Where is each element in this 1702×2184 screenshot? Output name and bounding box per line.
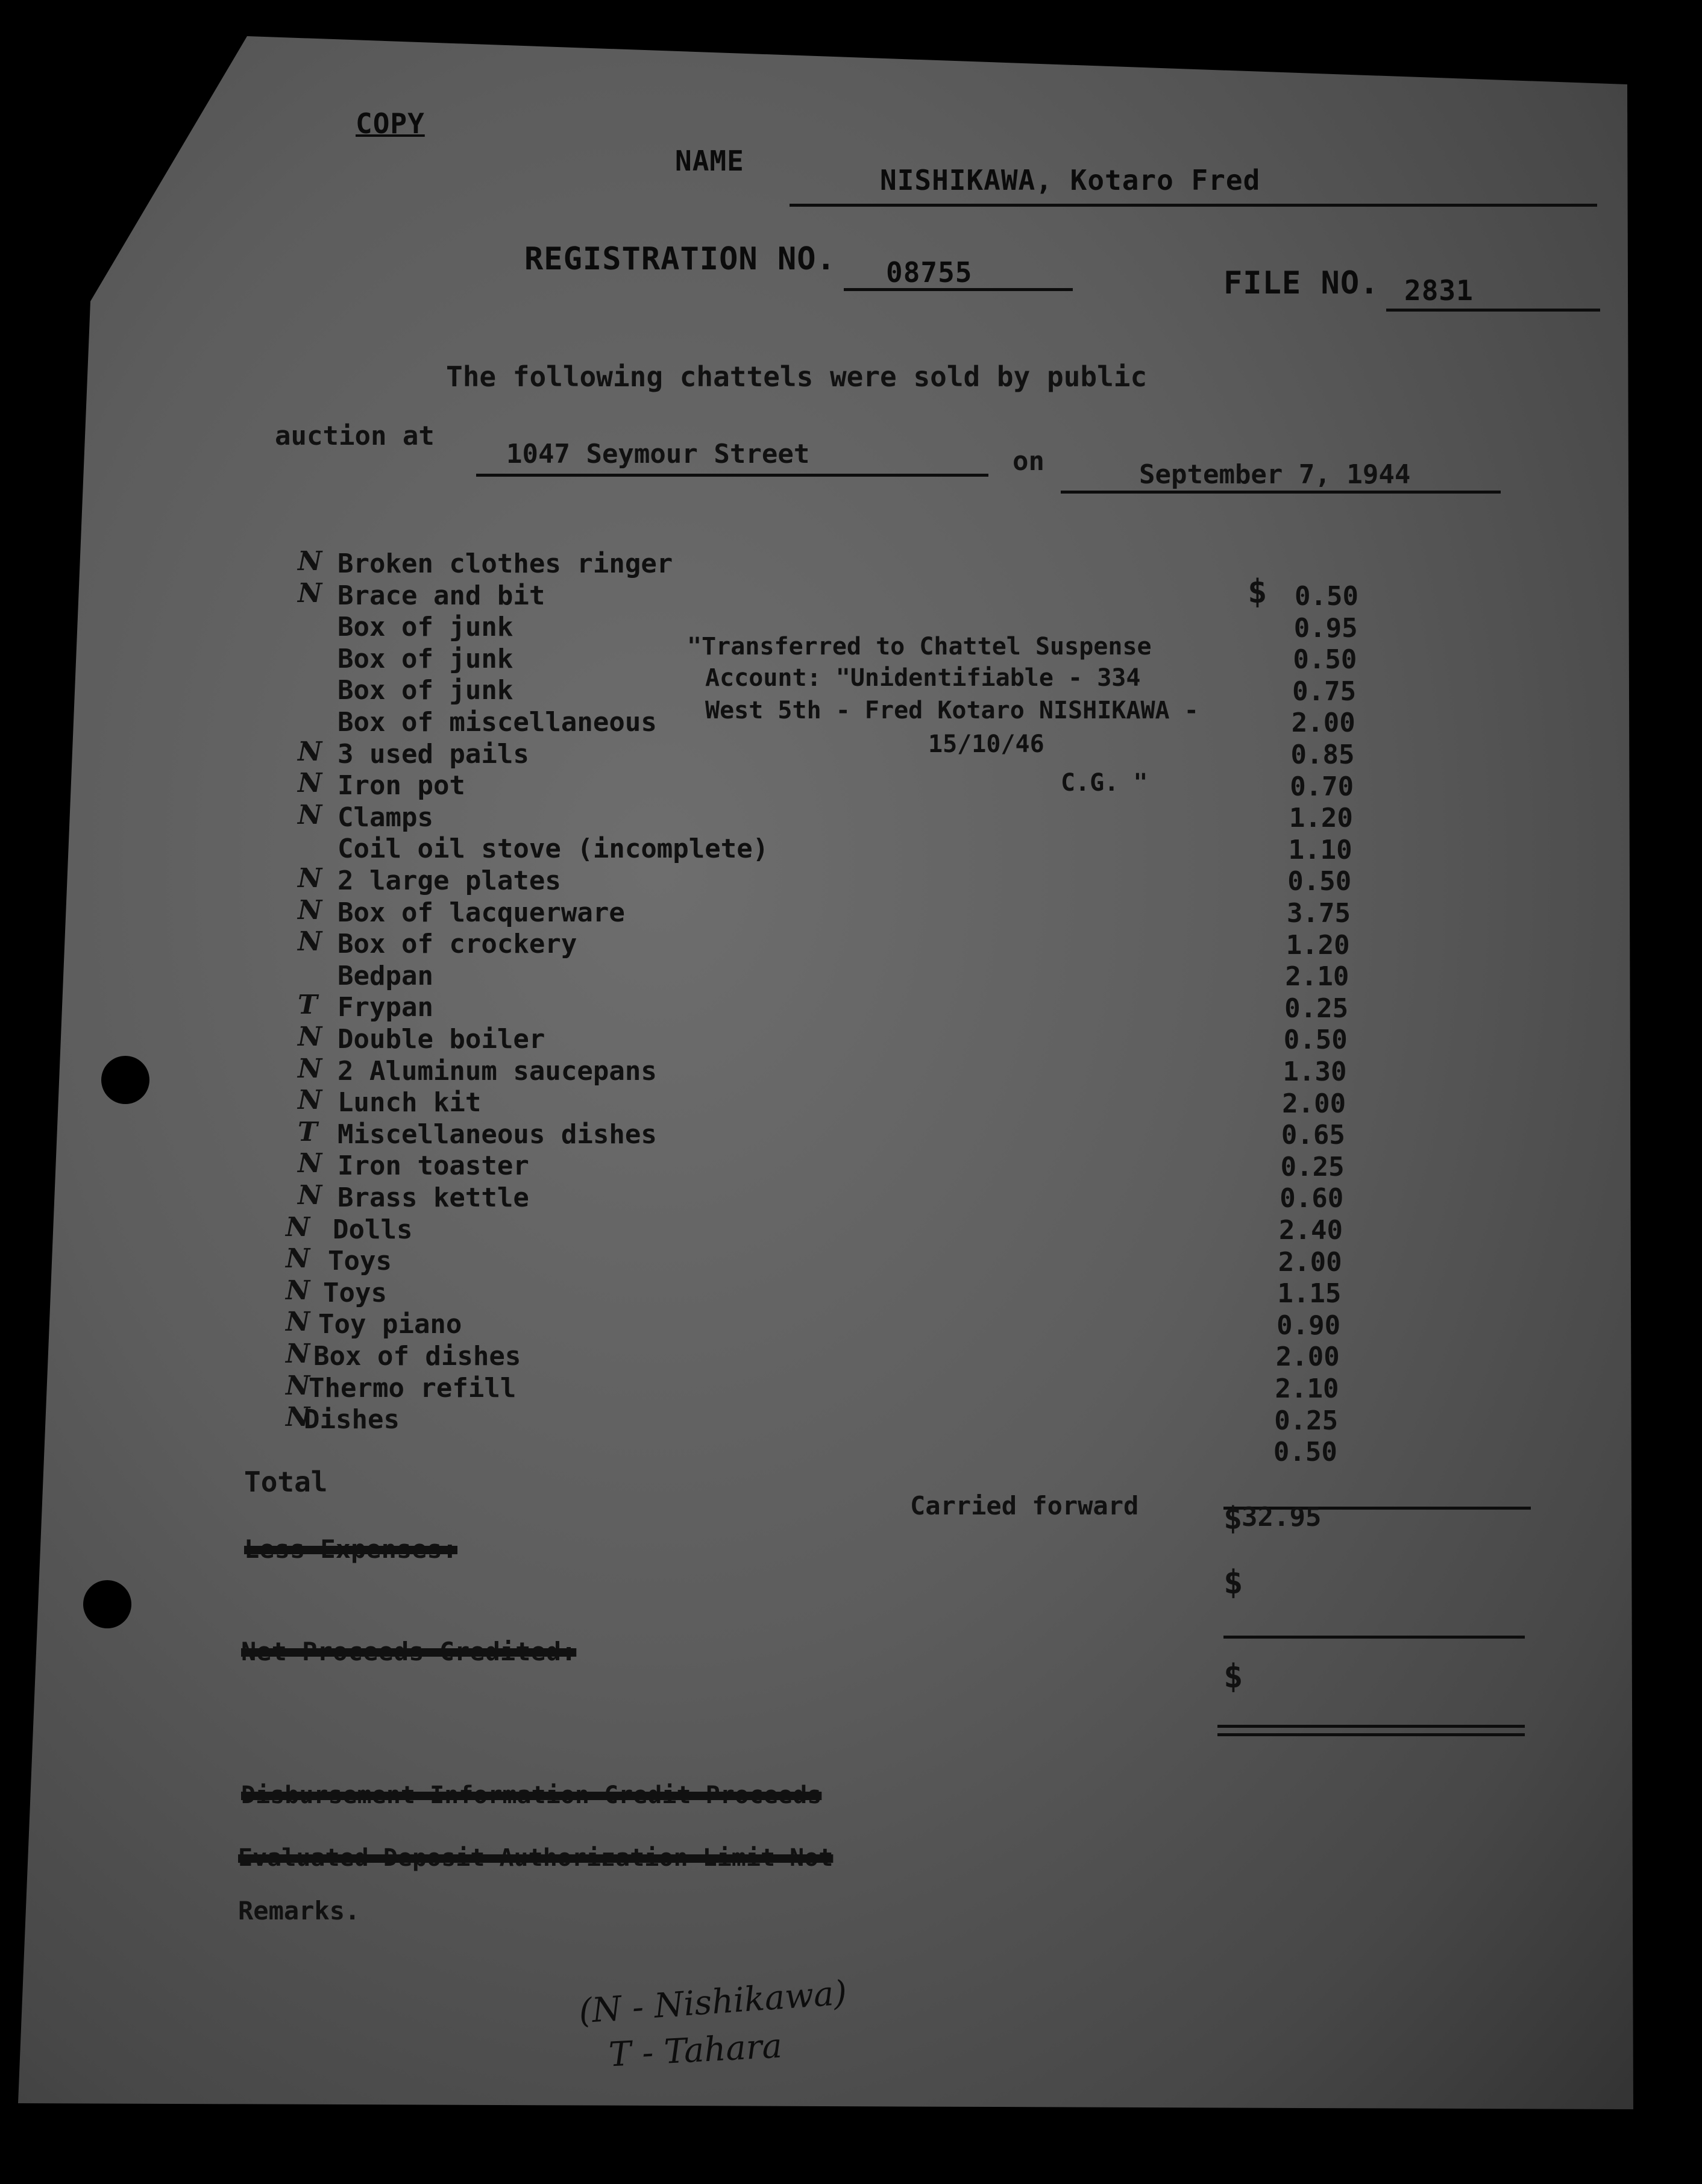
file-label: FILE NO. (1223, 265, 1380, 301)
item-label: Box of junk (338, 612, 513, 643)
item-label: Iron toaster (338, 1150, 529, 1182)
expenses-currency: $ (1223, 1563, 1243, 1601)
item-label: Toy piano (318, 1309, 462, 1340)
item-amount: 1.10 (1288, 834, 1352, 865)
transfer-note-line-1: "Transferred to Chattel Suspense (687, 633, 1152, 661)
item-amount: 0.50 (1283, 1025, 1348, 1056)
transfer-note-line-5: C.G. " (1061, 769, 1148, 797)
item-amount: 0.25 (1280, 1151, 1345, 1182)
item-label: Box of miscellaneous (338, 707, 657, 738)
auction-location: 1047 Seymour Street (506, 439, 810, 469)
net-proceeds-label: Net Proceeds Credited: (241, 1637, 577, 1666)
carried-forward-amount: 32.95 (1242, 1502, 1322, 1533)
name-value: NISHIKAWA, Kotaro Fred (880, 164, 1261, 196)
item-amount: 0.60 (1280, 1183, 1344, 1214)
item-checkmark: N (286, 1275, 310, 1306)
item-label: Box of junk (338, 675, 513, 706)
less-expenses-label: Less Expenses: (244, 1534, 458, 1564)
item-label: Dishes (304, 1404, 400, 1436)
net-proceeds-currency: $ (1223, 1657, 1243, 1695)
intro-line: The following chattels were sold by public (446, 360, 1148, 393)
item-checkmark: N (298, 1148, 322, 1179)
item-checkmark: N (298, 1021, 322, 1052)
item-checkmark: N (298, 736, 322, 767)
item-amount: 0.50 (1295, 581, 1358, 612)
item-label: Clamps (338, 802, 433, 833)
on-label: on (1013, 446, 1044, 477)
item-amount: 2.00 (1282, 1088, 1346, 1119)
item-checkmark: N (286, 1243, 310, 1275)
item-label: Frypan (338, 992, 433, 1023)
item-amount: 1.30 (1283, 1056, 1347, 1087)
remarks-label: Remarks. (238, 1896, 360, 1925)
item-label: Brace and bit (338, 580, 545, 611)
struck-line-2: Evaluated Deposit Authorization Limit Not (238, 1844, 834, 1872)
copy-label: COPY (356, 107, 425, 140)
item-label: Iron pot (338, 770, 465, 802)
item-amount: 2.00 (1291, 708, 1355, 739)
item-label: Box of dishes (313, 1341, 521, 1372)
item-label: Broken clothes ringer (338, 548, 673, 579)
item-checkmark: N (298, 1053, 322, 1084)
transfer-note-line-4: 15/10/46 (928, 730, 1044, 758)
item-checkmark: N (286, 1402, 310, 1433)
item-checkmark: N (298, 1180, 322, 1211)
registration-value: 08755 (886, 256, 973, 289)
item-amount: 2.10 (1275, 1373, 1339, 1404)
auction-at-label: auction at (275, 421, 435, 451)
location-underline (476, 474, 988, 477)
item-checkmark: T (298, 990, 318, 1021)
handwritten-key-line-2: T - Tahara (608, 2026, 783, 2075)
item-amount: 2.00 (1278, 1246, 1342, 1278)
item-checkmark: N (286, 1307, 310, 1338)
registration-label: REGISTRATION NO. (524, 241, 836, 277)
item-amount: 2.40 (1279, 1215, 1343, 1246)
punch-hole-lower (83, 1580, 131, 1628)
item-amount: 0.50 (1293, 644, 1357, 676)
file-underline (1386, 309, 1600, 312)
item-label: Lunch kit (338, 1087, 482, 1119)
item-checkmark: N (286, 1370, 310, 1401)
item-amount: 3.75 (1287, 898, 1351, 929)
item-label: Toys (323, 1277, 387, 1308)
item-label: Toys (328, 1246, 392, 1277)
item-amount: 1.20 (1289, 803, 1353, 834)
currency-symbol-first: $ (1248, 573, 1267, 610)
item-amount: 2.10 (1285, 961, 1349, 993)
item-checkmark: N (298, 863, 322, 894)
item-amount: 0.95 (1293, 612, 1358, 644)
item-checkmark: N (286, 1338, 310, 1369)
struck-line-1: Disbursement Information Credit Proceeds (241, 1781, 822, 1809)
item-label: Brass kettle (338, 1182, 529, 1213)
carried-forward-label: Carried forward (910, 1491, 1139, 1520)
item-amount: 0.25 (1274, 1405, 1339, 1436)
item-label: Coil oil stove (incomplete) (338, 833, 769, 865)
item-amount: 1.20 (1286, 929, 1350, 961)
item-label: Box of junk (338, 643, 513, 674)
item-checkmark: N (298, 546, 322, 577)
item-checkmark: N (298, 894, 322, 926)
name-label: NAME (675, 145, 744, 177)
item-amount: 0.85 (1290, 739, 1355, 770)
item-amount: 0.75 (1292, 676, 1357, 707)
item-amount: 0.25 (1284, 993, 1349, 1024)
handwritten-key-line-1: (N - Nishikawa) (577, 1973, 849, 2032)
date-underline (1061, 491, 1501, 494)
item-label: Bedpan (338, 960, 433, 991)
auction-date: September 7, 1944 (1139, 459, 1411, 490)
item-label: Box of crockery (338, 929, 577, 960)
item-checkmark: N (298, 799, 322, 830)
item-label: Box of lacquerware (338, 897, 625, 928)
item-label: Miscellaneous dishes (338, 1119, 657, 1150)
item-label: 3 used pails (338, 738, 529, 770)
file-value: 2831 (1404, 274, 1474, 307)
transfer-note-line-2: Account: "Unidentifiable - 334 (705, 664, 1141, 692)
item-checkmark: N (298, 577, 322, 609)
transfer-note-line-3: West 5th - Fred Kotaro NISHIKAWA - (705, 697, 1199, 724)
total-label: Total (244, 1466, 328, 1498)
item-amount: 0.90 (1276, 1310, 1341, 1341)
expenses-underline (1223, 1636, 1525, 1639)
item-checkmark: N (298, 1085, 322, 1116)
item-label: Double boiler (338, 1024, 545, 1055)
item-label: 2 large plates (338, 865, 561, 896)
item-checkmark: N (298, 926, 322, 958)
punch-hole-upper (101, 1056, 149, 1104)
item-checkmark: N (298, 768, 322, 799)
carried-forward-currency: $ (1223, 1501, 1243, 1537)
item-amount: 0.65 (1281, 1120, 1345, 1151)
item-checkmark: N (286, 1211, 310, 1243)
item-amount: 2.00 (1275, 1341, 1340, 1373)
net-proceeds-double-line-2 (1217, 1733, 1525, 1736)
item-label: Thermo refill (309, 1372, 517, 1404)
item-label: 2 Aluminum saucepans (338, 1055, 657, 1087)
item-label: Dolls (333, 1214, 413, 1245)
net-proceeds-double-line-1 (1217, 1725, 1525, 1728)
name-underline (790, 204, 1597, 207)
item-amount: 0.50 (1287, 866, 1352, 897)
item-amount: 0.50 (1273, 1437, 1337, 1468)
item-checkmark: T (298, 1116, 318, 1147)
item-amount: 1.15 (1277, 1278, 1342, 1310)
item-amount: 0.70 (1290, 771, 1354, 802)
